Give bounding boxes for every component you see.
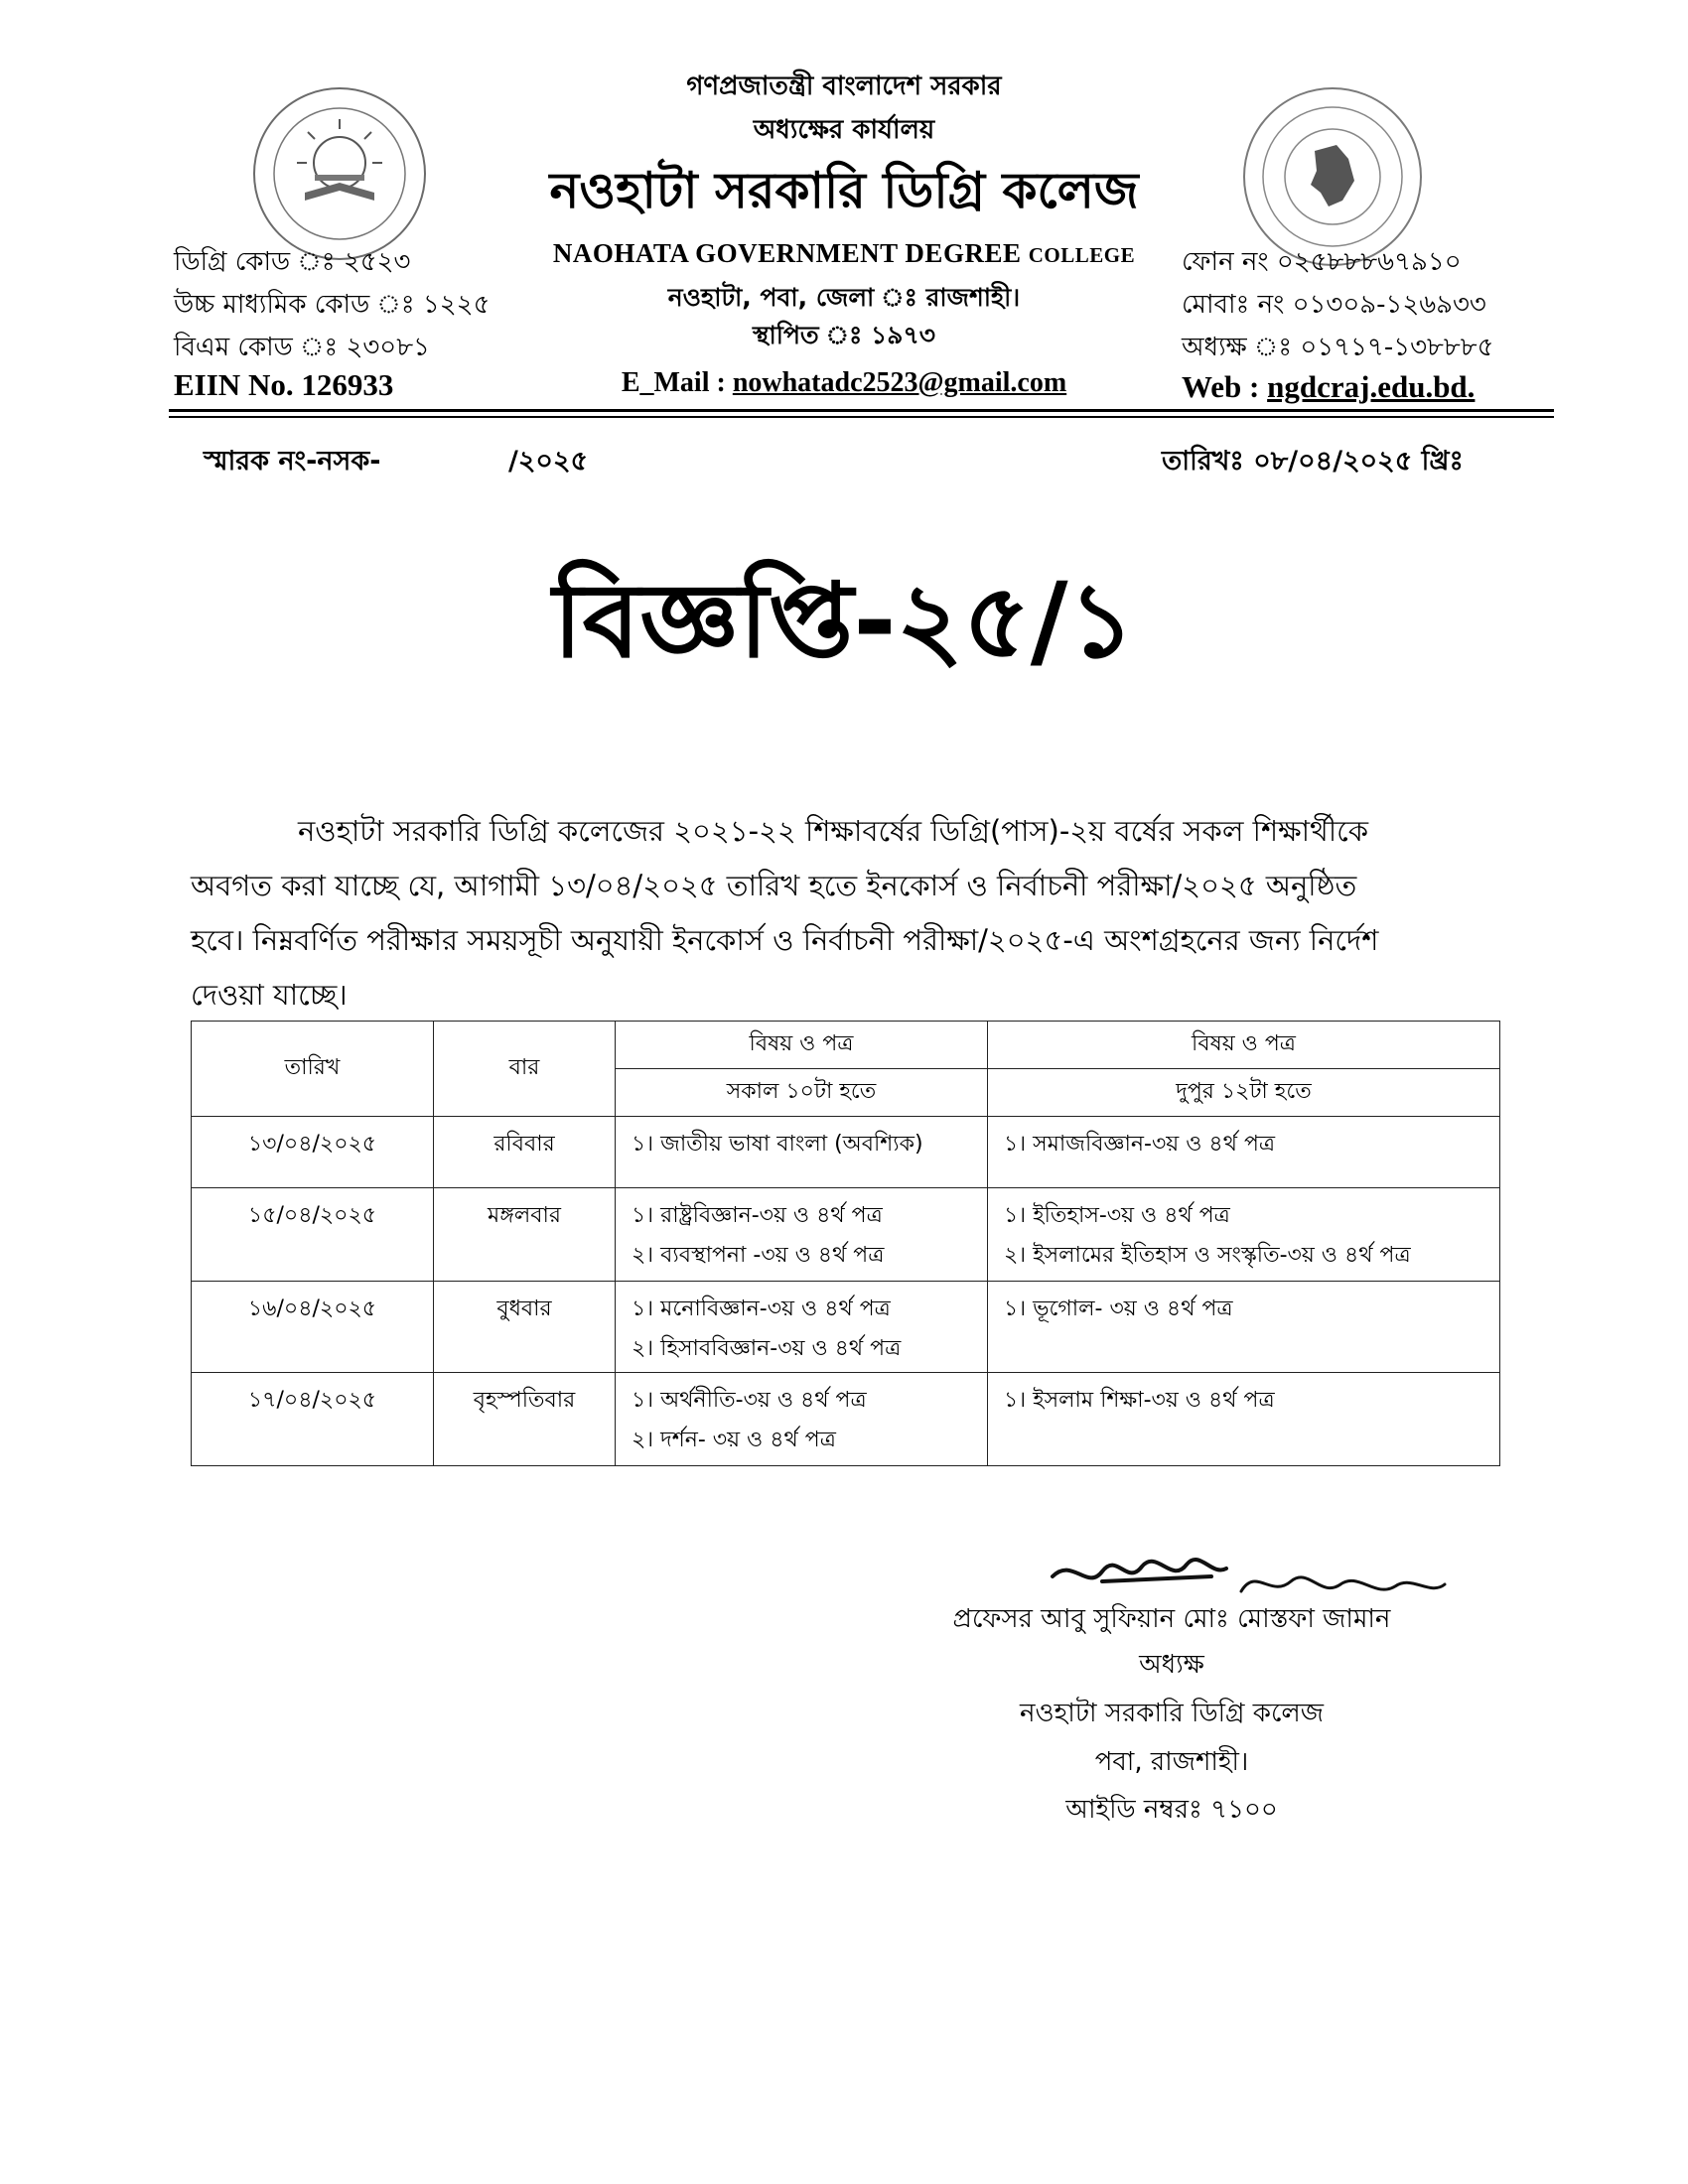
notice-title: বিজ্ঞপ্তি-২৫/১ [552, 560, 1136, 681]
exam-schedule-table [191, 1021, 1500, 1466]
header-divider-thin [169, 416, 1554, 418]
website-label: Web : [1182, 369, 1260, 404]
row-date: ১৩/০৪/২০২৫ [192, 1117, 434, 1188]
notice-body-line-3: হবে। নিম্নবর্ণিত পরীক্ষার সময়সূচী অনুযায়ী ইনকোর্স ও নির্বাচনী পরীক্ষা/২০২৫-এ অংশগ্রহনের জন্য নির্দেশ [191, 923, 1379, 957]
principal-phone: অধ্যক্ষ ঃ ০১৭১৭-১৩৮৮৮৫ [1182, 333, 1494, 362]
row-morning-subjects [616, 1282, 988, 1373]
row-noon-subjects [988, 1282, 1500, 1373]
notice-date: তারিখঃ ০৮/০৪/২০২৫ খ্রিঃ [1162, 446, 1464, 477]
table-row [192, 1188, 1500, 1282]
government-title: গণপ্রজাতন্ত্রী বাংলাদেশ সরকার [686, 71, 1002, 101]
signatory-college: নওহাটা সরকারি ডিগ্রি কলেজ [1019, 1699, 1325, 1728]
college-name-english-main: NAOHATA GOVERNMENT DEGREE [552, 238, 1022, 268]
website-link[interactable]: ngdcraj.edu.bd. [1267, 369, 1476, 404]
header-subject-noon: বিষয় ও পত্র [988, 1022, 1500, 1069]
row-day: মঙ্গলবার [434, 1188, 616, 1282]
subject-item: ১। ভূগোল- ৩য় ও ৪র্থ পত্র [1004, 1297, 1233, 1321]
notice-body-line-1: নওহাটা সরকারি ডিগ্রি কলেজের ২০২১-২২ শিক্ষাবর্ষের ডিগ্রি(পাস)-২য় বর্ষের সকল শিক্ষার্থীকে [298, 814, 1369, 848]
subject-item: ১। মনোবিজ্ঞান-৩য় ও ৪র্থ পত্র [632, 1297, 891, 1321]
row-noon-subjects [988, 1188, 1500, 1282]
signatory-id: আইডি নম্বরঃ ৭১০০ [1065, 1795, 1278, 1825]
row-day: বৃহস্পতিবার [434, 1373, 616, 1466]
hsc-code: উচ্চ মাধ্যমিক কোড ঃ ১২২৫ [174, 290, 491, 320]
header-day: বার [434, 1022, 616, 1117]
row-morning-subjects [616, 1188, 988, 1282]
header-divider-thick [169, 409, 1554, 412]
subject-item: ১। জাতীয় ভাষা বাংলা (অবশ্যিক) [632, 1132, 923, 1157]
row-date: ১৬/০৪/২০২৫ [192, 1282, 434, 1373]
memo-number-label: স্মারক নং-নসক- [204, 446, 381, 477]
row-noon-subjects [988, 1117, 1500, 1188]
subject-item: ২। হিসাববিজ্ঞান-৩য় ও ৪র্থ পত্র [632, 1336, 902, 1361]
college-address: নওহাটা, পবা, জেলা ঃ রাজশাহী। [667, 283, 1021, 312]
bm-code: বিএম কোড ঃ ২৩০৮১ [174, 333, 430, 362]
subject-item: ২। ব্যবস্থাপনা -৩য় ও ৪র্থ পত্র [632, 1243, 885, 1268]
row-day: রবিবার [434, 1117, 616, 1188]
subject-item: ১। রাষ্ট্রবিজ্ঞান-৩য় ও ৪র্থ পত্র [632, 1203, 883, 1228]
subject-item: ২। দর্শন- ৩য় ও ৪র্থ পত্র [632, 1428, 836, 1452]
email-link[interactable]: nowhatadc2523@gmail.com [732, 367, 1067, 398]
row-day: বুধবার [434, 1282, 616, 1373]
phone-number: ফোন নং ০২৫৮৮৮৬৭৯১০ [1182, 247, 1462, 277]
header-time-noon: দুপুর ১২টা হতে [988, 1069, 1500, 1117]
header-time-morning: সকাল ১০টা হতে [616, 1069, 988, 1117]
row-morning-subjects [616, 1373, 988, 1466]
subject-item: ১। সমাজবিজ্ঞান-৩য় ও ৪র্থ পত্র [1004, 1132, 1276, 1157]
header-date: তারিখ [192, 1022, 434, 1117]
degree-code: ডিগ্রি কোড ঃ ২৫২৩ [174, 247, 411, 277]
row-date: ১৫/০৪/২০২৫ [192, 1188, 434, 1282]
eiin-number: EIIN No. 126933 [174, 367, 394, 402]
row-noon-subjects [988, 1373, 1500, 1466]
subject-item: ২। ইসলামের ইতিহাস ও সংস্কৃতি-৩য় ও ৪র্থ পত্র [1004, 1243, 1411, 1268]
college-name-english-suffix: COLLEGE [1028, 243, 1136, 267]
subject-item: ১। অর্থনীতি-৩য় ও ৪র্থ পত্র [632, 1388, 867, 1413]
table-row [192, 1282, 1500, 1373]
office-title: অধ্যক্ষের কার্যালয় [753, 115, 935, 145]
signatory-designation: অধ্যক্ষ [1139, 1650, 1204, 1680]
header-subject-morning: বিষয় ও পত্র [616, 1022, 988, 1069]
mobile-number: মোবাঃ নং ০১৩০৯-১২৬৯৩৩ [1182, 290, 1486, 320]
notice-body-line-4: দেওয়া যাচ্ছে। [191, 978, 348, 1012]
table-row [192, 1373, 1500, 1466]
row-date: ১৭/০৪/২০২৫ [192, 1373, 434, 1466]
table-row [192, 1117, 1500, 1188]
college-name-bangla: নওহাটা সরকারি ডিগ্রি কলেজ [549, 162, 1139, 219]
row-morning-subjects [616, 1117, 988, 1188]
website-row [1182, 369, 1475, 405]
signatory-location: পবা, রাজশাহী। [1094, 1747, 1249, 1777]
subject-item: ১। ইতিহাস-৩য় ও ৪র্থ পত্র [1004, 1203, 1230, 1228]
notice-body-line-2: অবগত করা যাচ্ছে যে, আগামী ১৩/০৪/২০২৫ তারিখ হতে ইনকোর্স ও নির্বাচনী পরীক্ষা/২০২৫ অনুষ্ঠিত [191, 869, 1357, 902]
subject-item: ১। ইসলাম শিক্ষা-৩য় ও ৪র্থ পত্র [1004, 1388, 1275, 1413]
signatory-name: প্রফেসর আবু সুফিয়ান মোঃ মোস্তফা জামান [952, 1604, 1391, 1634]
memo-year: /২০২৫ [508, 446, 589, 477]
email-label: E_Mail : [621, 367, 726, 398]
established-year: স্থাপিত ঃ ১৯৭৩ [753, 321, 935, 349]
